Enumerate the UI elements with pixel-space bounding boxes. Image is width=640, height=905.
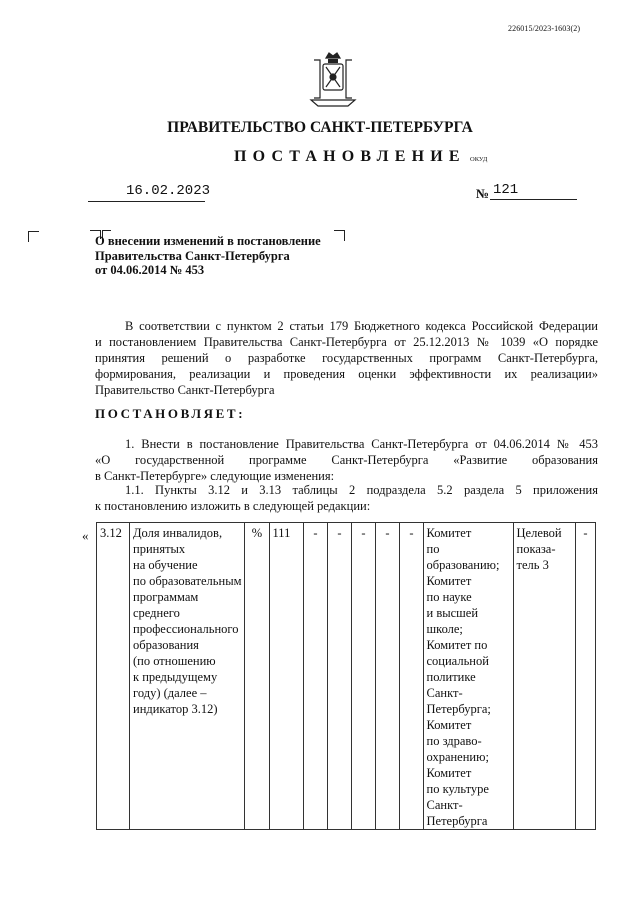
cell-last: - xyxy=(575,523,595,830)
table-row xyxy=(97,523,596,830)
paragraph-line: и постановлением Правительства Санкт-Петербурга от 25.12.2013 № 1039 «О порядке xyxy=(95,335,598,349)
subject-bracket-right xyxy=(334,230,345,241)
paragraph-line: в Санкт-Петербурге» следующие изменения: xyxy=(95,469,335,483)
cell-dash: - xyxy=(351,523,375,830)
document-number: 226015/2023-1603(2) xyxy=(508,24,581,33)
paragraph-line: 1. Внести в постановление Правительства Санкт-Петербурга от 04.06.2014 № 453 xyxy=(125,437,598,451)
paragraph-line: принятия решений о разработке государственных программ Санкт-Петербурга, xyxy=(95,351,598,365)
cell-unit: % xyxy=(244,523,269,830)
okud-label: ОКУД xyxy=(470,156,488,163)
paragraph-line: «О государственной программе Санкт-Петербурга «Развитие образования xyxy=(95,453,598,467)
subject-line: от 04.06.2014 № 453 xyxy=(95,263,205,277)
cell-goal: Целевой показа- тель 3 xyxy=(513,523,575,830)
paragraph-line: В соответствии с пунктом 2 статьи 179 Бюджетного кодекса Российской Федерации xyxy=(125,319,598,333)
opening-quote: « xyxy=(82,528,89,543)
cell-indicator-name: Доля инвалидов, принятых на обучение по образовательным программам среднего профессионального образования (по отношению к предыдущему году) (далее – индикатор 3.12) xyxy=(130,523,245,830)
item-1-paragraph xyxy=(95,436,598,484)
resolves-heading: ПОСТАНОВЛЯЕТ: xyxy=(95,406,246,421)
number-sign: № xyxy=(476,186,490,201)
date-underline xyxy=(88,201,205,202)
cell-dash: - xyxy=(375,523,399,830)
indicator-table xyxy=(96,522,596,830)
paragraph-line: Правительство Санкт-Петербурга xyxy=(95,383,275,397)
cell-dash: - xyxy=(399,523,423,830)
cell-value: 111 xyxy=(269,523,303,830)
government-name: ПРАВИТЕЛЬСТВО САНКТ-ПЕТЕРБУРГА xyxy=(167,119,473,136)
cell-responsible: Комитет по образованию; Комитет по науке и высшей школе; Комитет по социальной политике Санкт- Петербурга; Комитет по здраво- охранению; Комитет по культуре Санкт- Петербурга xyxy=(423,523,513,830)
paragraph-line: формирования, реализации и проведения оценки эффективности их реализации» xyxy=(95,367,598,381)
subject-line: О внесении изменений в постановление xyxy=(95,234,321,248)
item-1-1-paragraph xyxy=(95,482,598,514)
paragraph-line: к постановлению изложить в следующей редакции: xyxy=(95,499,371,513)
cell-dash: - xyxy=(327,523,351,830)
number-underline xyxy=(490,199,577,200)
decree-subject xyxy=(95,234,321,278)
coat-of-arms-icon xyxy=(308,50,358,110)
cell-dash: - xyxy=(303,523,327,830)
subject-line: Правительства Санкт-Петербурга xyxy=(95,248,290,263)
preamble-paragraph xyxy=(95,318,598,398)
decree-title: ПОСТАНОВЛЕНИЕ xyxy=(234,148,466,165)
decree-date: 16.02.2023 xyxy=(126,183,211,199)
cell-code: 3.12 xyxy=(97,523,130,830)
paragraph-line: 1.1. Пункты 3.12 и 3.13 таблицы 2 подраздела 5.2 раздела 5 приложения xyxy=(125,483,598,497)
margin-corner-mark xyxy=(28,231,39,242)
decree-number: 121 xyxy=(493,182,519,198)
